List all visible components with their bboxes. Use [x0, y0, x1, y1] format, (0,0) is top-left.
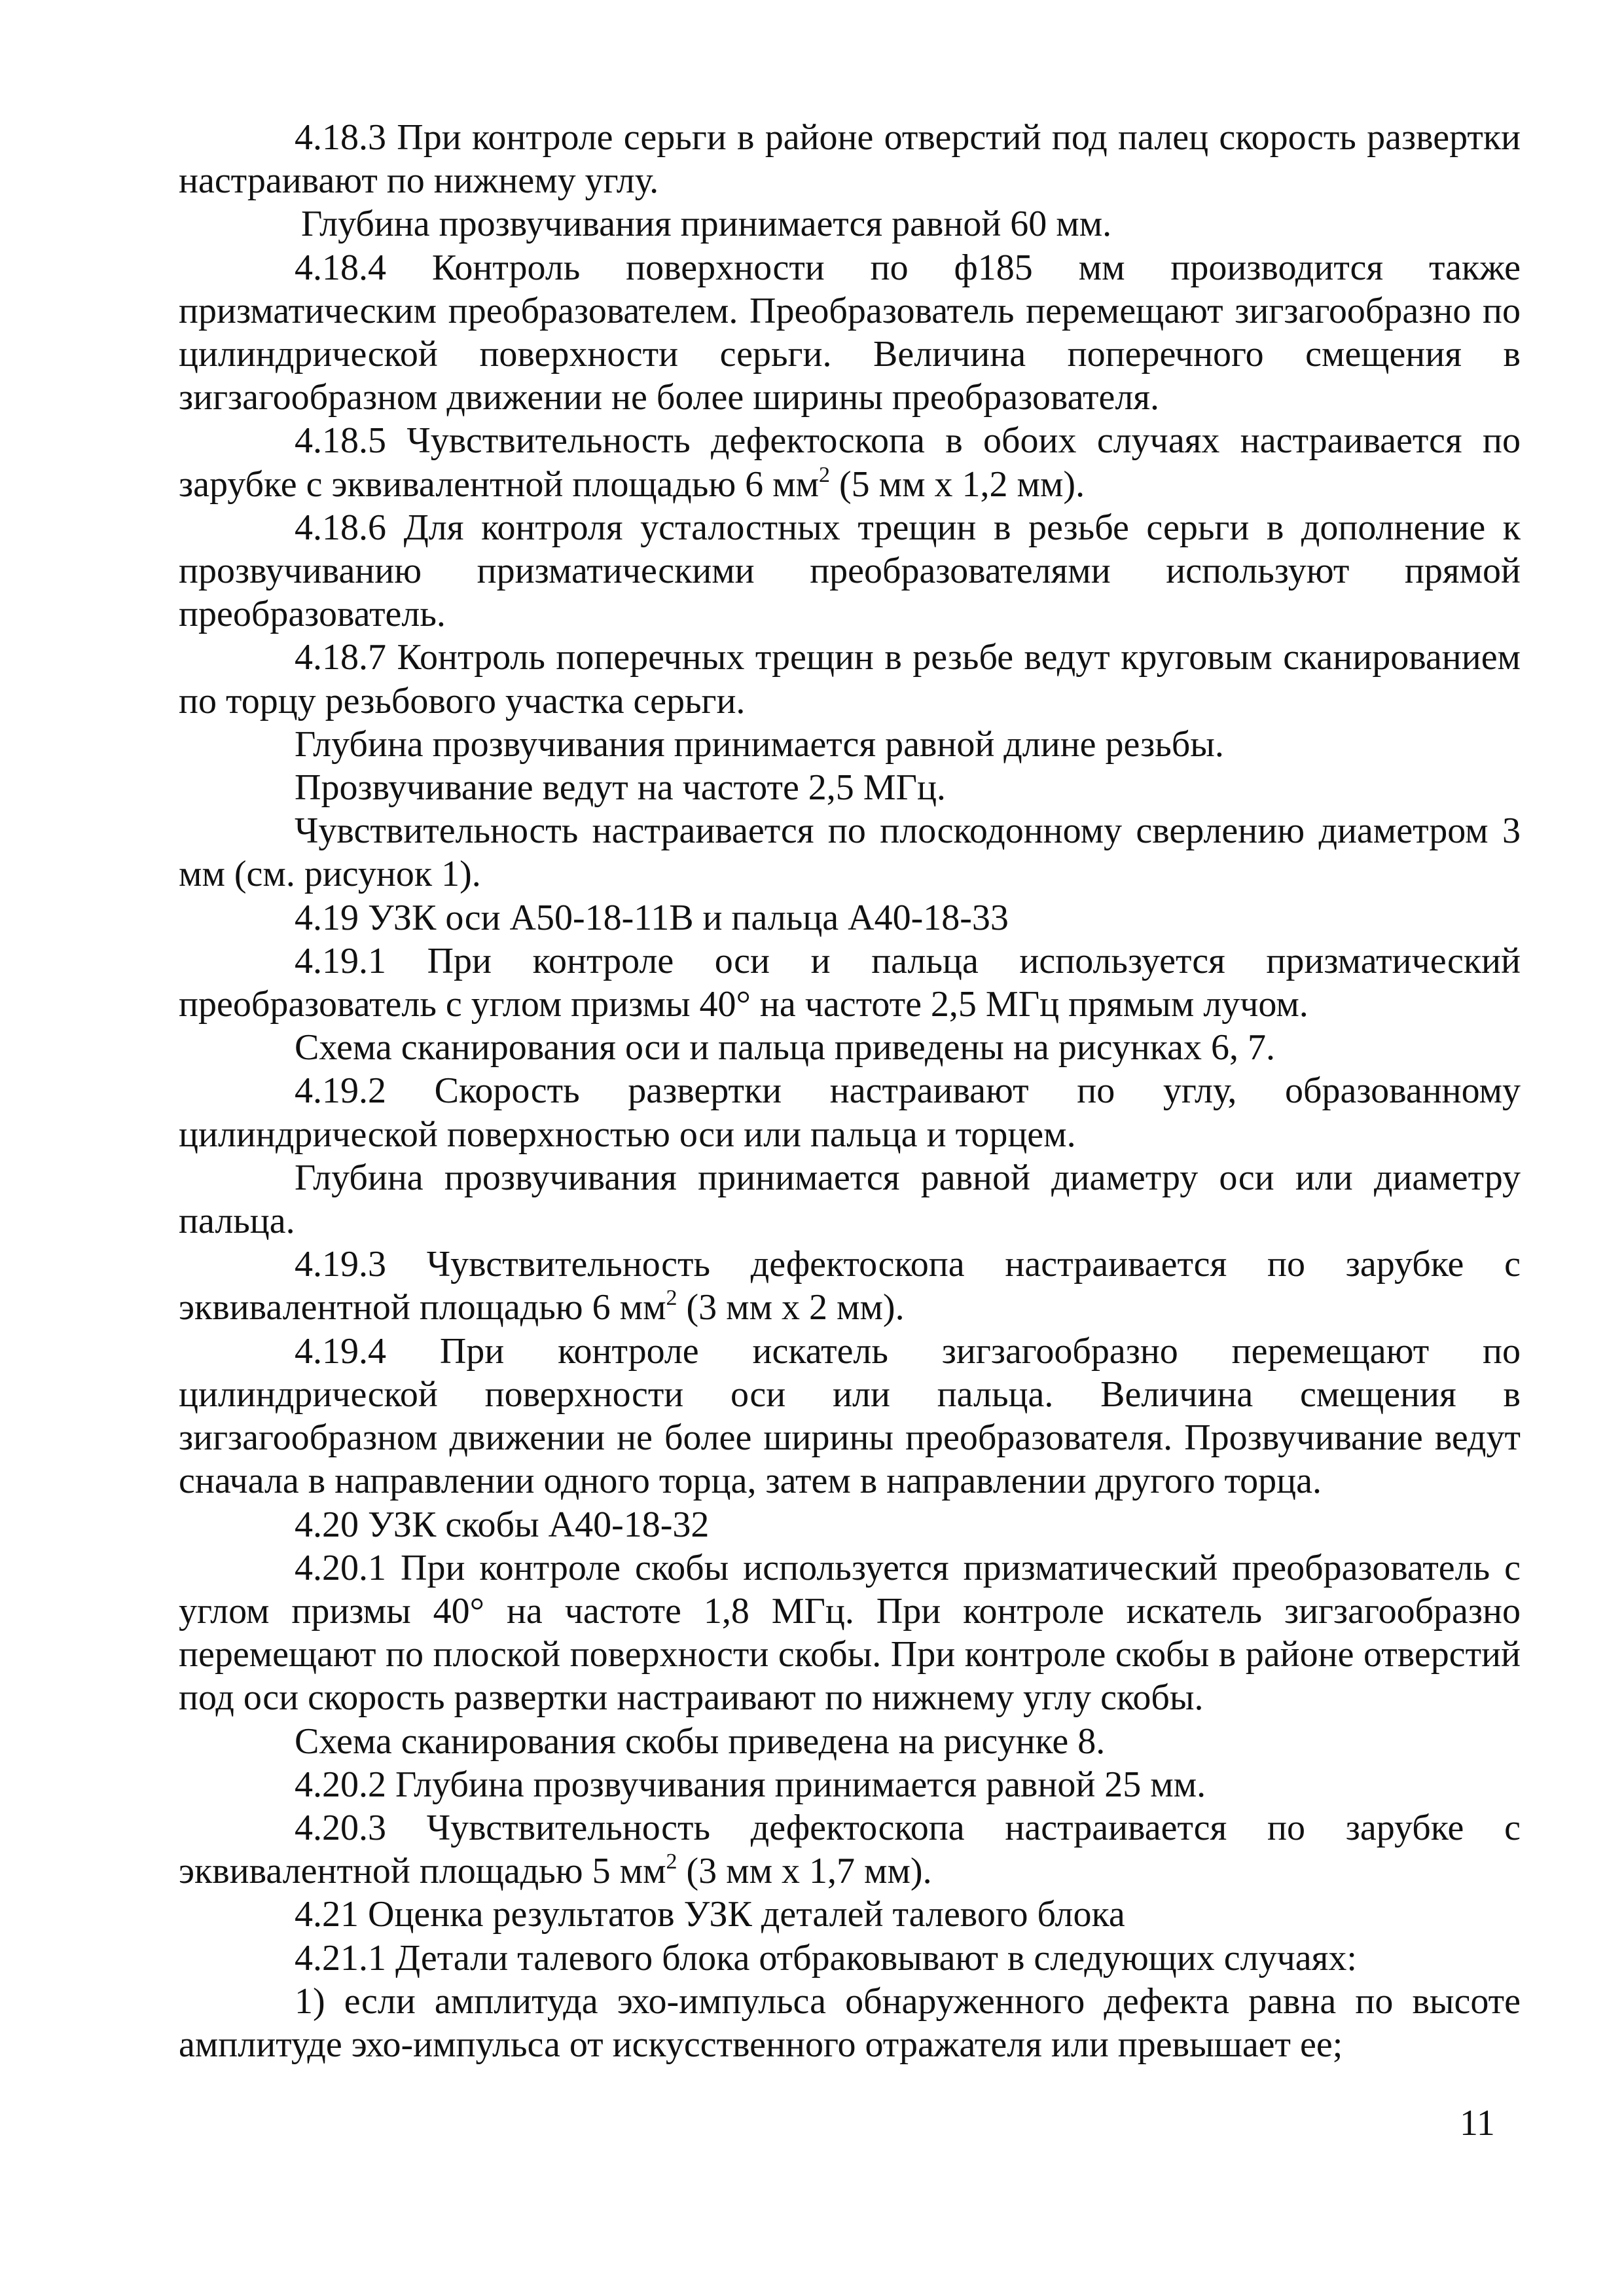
paragraph-text: 4.19.4 При контроле искатель зигзагообразно перемещают по цилиндрической поверхности оси или пальца. Величина смещения в зигзагообразном движении не более ширины преобразователя. Прозвучивание ведут сначала в направлении одного торца, затем в направлении другого торца.	[179, 1330, 1521, 1502]
paragraph-4-18-3	[179, 116, 1521, 202]
paragraph-text: 4.21 Оценка результатов УЗК деталей талевого блока	[295, 1894, 1125, 1935]
document-body	[179, 116, 1521, 2066]
paragraph-text: 4.18.5 Чувствительность дефектоскопа в обоих случаях настраивается по зарубке с эквивалентной площадью 6 мм	[179, 420, 1521, 505]
paragraph-text: 4.20.1 При контроле скобы используется призматический преобразователь с углом призмы 40° на частоте 1,8 МГц. При контроле искатель зигзагообразно перемещают по плоской поверхности скобы. При контроле скобы в районе отверстий под оси скорость развертки настраивают по нижнему углу скобы.	[179, 1547, 1521, 1719]
paragraph-4-19-2	[179, 1069, 1521, 1156]
paragraph-text: 4.19.1 При контроле оси и пальца используется призматический преобразователь с углом призмы 40° на частоте 2,5 МГц прямым лучом.	[179, 940, 1521, 1025]
list-item-1	[179, 1980, 1521, 2066]
heading-4-19	[179, 896, 1521, 939]
paragraph-text: 4.18.4 Контроль поверхности по ф185 мм производится также призматическим преобразователем. Преобразователь перемещают зигзагообразно по цилиндрической поверхности серьги. Величина поперечного смещения в зигзагообразном движении не более ширины преобразователя.	[179, 247, 1521, 418]
paragraph-scan-scheme-bracket	[179, 1720, 1521, 1763]
paragraph-depth-60	[179, 202, 1521, 246]
paragraph-text: 4.20.3 Чувствительность дефектоскопа настраивается по зарубке с эквивалентной площадью 5 мм	[179, 1807, 1521, 1892]
paragraph-text: 4.18.7 Контроль поперечных трещин в резьбе ведут круговым сканированием по торцу резьбового участка серьги.	[179, 637, 1521, 721]
paragraph-text: Глубина прозвучивания принимается равной длине резьбы.	[295, 723, 1224, 765]
paragraph-text: Глубина прозвучивания принимается равной 60 мм.	[301, 204, 1112, 245]
paragraph-text-continued: (3 мм х 2 мм).	[677, 1287, 905, 1328]
paragraph-text-continued: (3 мм х 1,7 мм).	[677, 1851, 932, 1892]
paragraph-depth-diameter	[179, 1156, 1521, 1243]
page-number: 11	[1460, 2103, 1495, 2143]
paragraph-4-18-4	[179, 246, 1521, 420]
paragraph-text: Прозвучивание ведут на частоте 2,5 МГц.	[295, 767, 946, 809]
paragraph-4-19-1	[179, 939, 1521, 1026]
paragraph-text: Схема сканирования скобы приведена на рисунке 8.	[295, 1721, 1106, 1762]
heading-4-21	[179, 1893, 1521, 1936]
paragraph-frequency	[179, 766, 1521, 809]
paragraph-text: Чувствительность настраивается по плоскодонному сверлению диаметром 3 мм (см. рисунок 1).	[179, 811, 1521, 895]
paragraph-scan-scheme-axis	[179, 1026, 1521, 1069]
paragraph-text: 1) если амплитуда эхо-импульса обнаруженного дефекта равна по высоте амплитуде эхо-импульса от искусственного отражателя или превышает ее;	[179, 1980, 1521, 2065]
paragraph-text: 4.21.1 Детали талевого блока отбраковывают в следующих случаях:	[295, 1937, 1357, 1978]
paragraph-4-21-1	[179, 1937, 1521, 1980]
paragraph-4-19-3	[179, 1243, 1521, 1329]
paragraph-text: 4.19.3 Чувствительность дефектоскопа настраивается по зарубке с эквивалентной площадью 6 мм	[179, 1244, 1521, 1328]
superscript: 2	[666, 1286, 677, 1311]
paragraph-4-18-6	[179, 506, 1521, 636]
paragraph-4-20-2	[179, 1763, 1521, 1806]
paragraph-4-20-1	[179, 1546, 1521, 1720]
paragraph-4-19-4	[179, 1330, 1521, 1503]
paragraph-text: 4.19 УЗК оси А50-18-11В и пальца А40-18-33	[295, 897, 1009, 938]
paragraph-4-18-5	[179, 419, 1521, 505]
paragraph-depth-thread	[179, 723, 1521, 766]
superscript: 2	[666, 1850, 677, 1874]
paragraph-4-18-7	[179, 636, 1521, 722]
paragraph-text: 4.18.6 Для контроля усталостных трещин в резьбе серьги в дополнение к прозвучиванию призматическими преобразователями используют прямой преобразователь.	[179, 507, 1521, 635]
paragraph-text: 4.18.3 При контроле серьги в районе отверстий под палец скорость развертки настраивают по нижнему углу.	[179, 117, 1521, 202]
paragraph-text: 4.19.2 Скорость развертки настраивают по углу, образованному цилиндрической поверхностью оси или пальца и торцем.	[179, 1070, 1521, 1155]
heading-4-20	[179, 1503, 1521, 1546]
paragraph-text: Глубина прозвучивания принимается равной диаметру оси или диаметру пальца.	[179, 1157, 1521, 1242]
paragraph-text: 4.20 УЗК скобы А40-18-32	[295, 1504, 710, 1545]
paragraph-sensitivity-drilling	[179, 809, 1521, 896]
paragraph-text: Схема сканирования оси и пальца приведены на рисунках 6, 7.	[295, 1027, 1275, 1068]
paragraph-text: 4.20.2 Глубина прозвучивания принимается равной 25 мм.	[295, 1764, 1206, 1805]
superscript: 2	[819, 462, 831, 487]
paragraph-text-continued: (5 мм х 1,2 мм).	[830, 464, 1085, 505]
paragraph-4-20-3	[179, 1806, 1521, 1893]
